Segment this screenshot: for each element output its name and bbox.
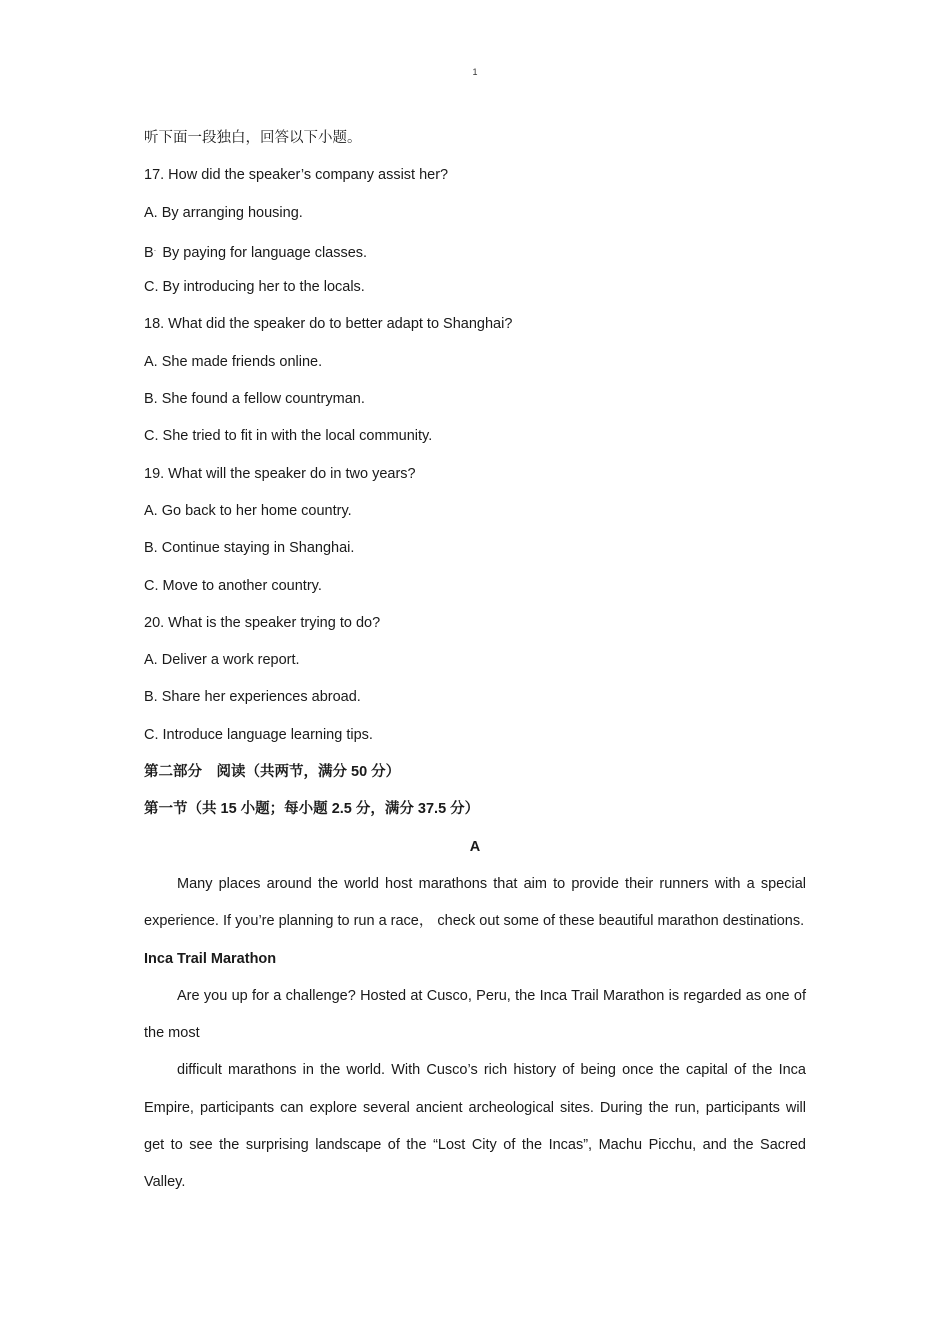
question-18: 18. What did the speaker do to better adapt to Shanghai? bbox=[144, 316, 513, 333]
question-19: 19. What will the speaker do in two years? bbox=[144, 465, 416, 482]
option-b-dot: · bbox=[153, 245, 157, 255]
section-2-subtitle: 第一节（共 15 小题；每小题 2.5 分，满分 37.5 分） bbox=[144, 801, 480, 818]
question-20: 20. What is the speaker trying to do? bbox=[144, 614, 381, 631]
question-18-option-a: A. She made friends online. bbox=[144, 353, 323, 370]
question-19-option-a: A. Go back to her home country. bbox=[144, 502, 352, 519]
question-20-option-b: B. Share her experiences abroad. bbox=[144, 689, 361, 706]
question-17-option-a: A. By arranging housing. bbox=[144, 204, 303, 221]
inca-trail-heading: Inca Trail Marathon bbox=[144, 950, 277, 967]
question-17: 17. How did the speaker’s company assist her? bbox=[144, 167, 449, 184]
question-19-option-c: C. Move to another country. bbox=[144, 577, 322, 594]
option-b-text: By paying for language classes. bbox=[162, 244, 368, 261]
question-19-option-b: B. Continue staying in Shanghai. bbox=[144, 540, 355, 557]
question-17-option-b bbox=[144, 232, 806, 269]
question-18-option-b: B. She found a fellow countryman. bbox=[144, 391, 365, 408]
listening-instruction: 听下面一段独白，回答以下小题。 bbox=[144, 130, 362, 146]
question-17-option-c: C. By introducing her to the locals. bbox=[144, 279, 365, 296]
passage-label: A bbox=[469, 838, 481, 855]
option-b-letter: B bbox=[144, 244, 154, 261]
passage-intro-paragraph: Many places around the world host marathons that aim to provide their runners with a special experience. If you’re planning to run a race， check out some of these beautiful marathon destinations. bbox=[144, 875, 806, 930]
page-content bbox=[144, 120, 806, 1202]
page-number: 1 bbox=[472, 67, 478, 77]
inca-paragraph-2: difficult marathons in the world. With Cusco’s rich history of being once the capital of the Inca Empire, participants can explore several ancient archeological sites. During the run, participants will get to see the surprising landscape of the “Lost City of the Incas”, Machu Picchu, and the Sacred Valley. bbox=[144, 1062, 806, 1191]
question-18-option-c: C. She tried to fit in with the local community. bbox=[144, 428, 433, 445]
question-20-option-a: A. Deliver a work report. bbox=[144, 652, 300, 669]
section-2-title: 第二部分 阅读（共两节，满分 50 分） bbox=[144, 764, 401, 781]
question-20-option-c: C. Introduce language learning tips. bbox=[144, 726, 373, 743]
inca-paragraph-1: Are you up for a challenge? Hosted at Cusco, Peru, the Inca Trail Marathon is regarded as one of the most bbox=[144, 987, 806, 1042]
